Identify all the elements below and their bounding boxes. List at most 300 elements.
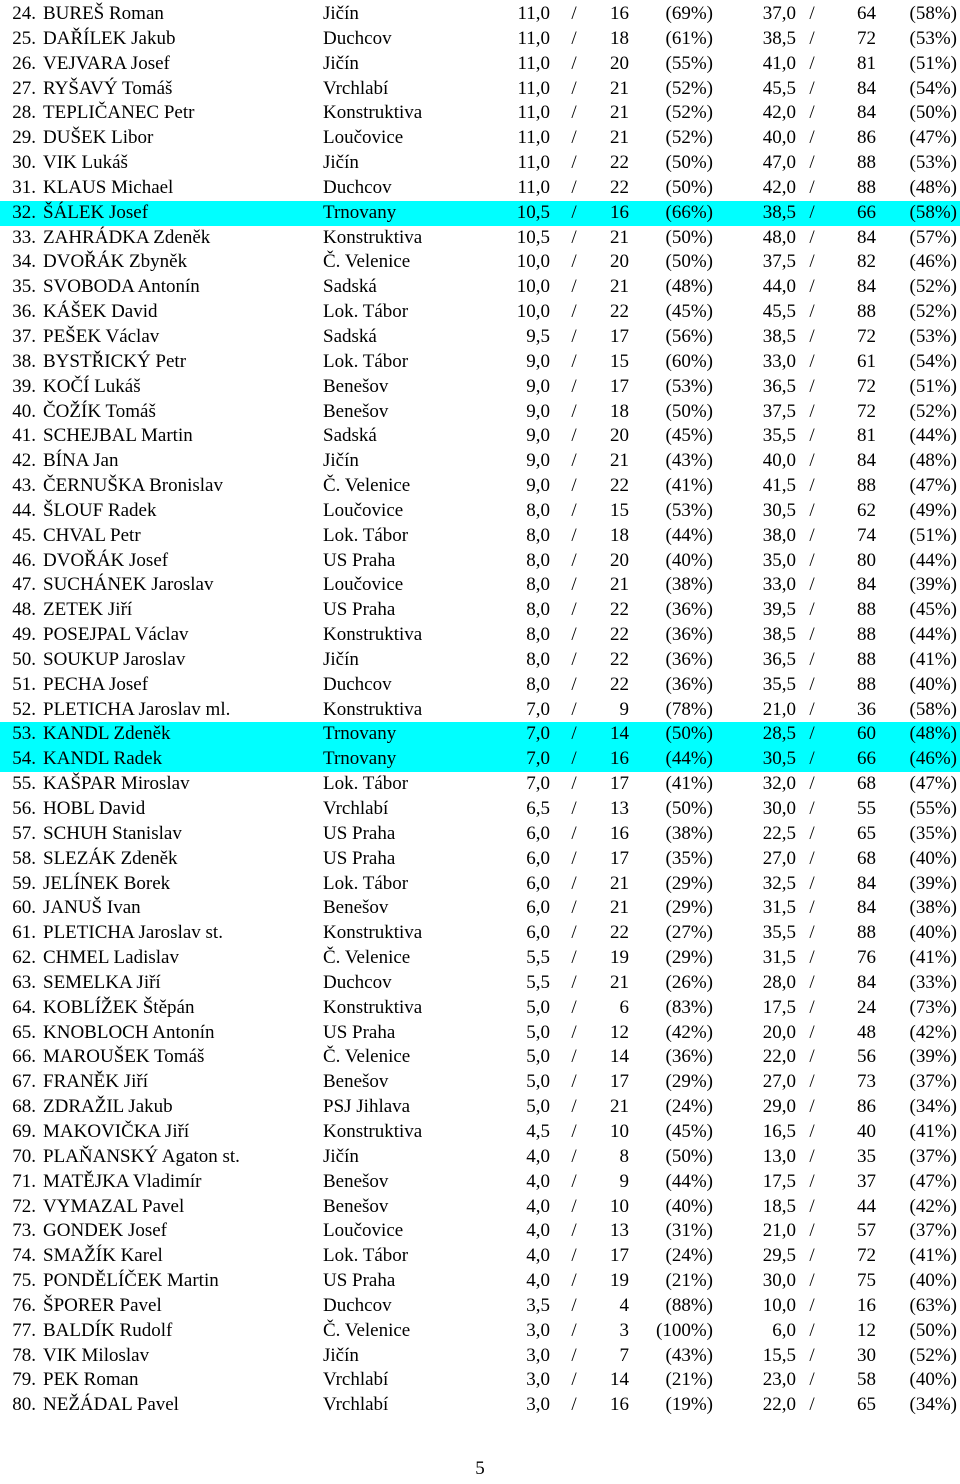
score2-cell: 23,0 [762, 1369, 796, 1391]
games2-cell: 88 [857, 475, 876, 497]
player-name: NEŽÁDAL Pavel [43, 1394, 179, 1416]
games1-cell: 14 [610, 1046, 629, 1068]
games2-cell: 75 [857, 1270, 876, 1292]
score2-cell: 21,0 [762, 698, 796, 720]
games2-cell: 72 [857, 400, 876, 422]
games2-cell: 24 [857, 996, 876, 1018]
player-name: DVOŘÁK Zbyněk [43, 251, 188, 273]
score2-cell: 29,0 [762, 1096, 796, 1118]
separator: / [809, 1096, 815, 1118]
separator: / [809, 251, 815, 273]
club-name: Č. Velenice [323, 1319, 411, 1341]
separator: / [809, 922, 815, 944]
percent2-cell: (47%) [909, 1170, 957, 1192]
games2-cell: 84 [857, 77, 876, 99]
table-row [0, 921, 960, 946]
percent1-cell: (41%) [665, 475, 713, 497]
games2-cell: 81 [857, 52, 876, 74]
games2-cell: 40 [857, 1120, 876, 1142]
games2-cell: 88 [857, 673, 876, 695]
games1-cell: 4 [619, 1294, 629, 1316]
score2-cell: 37,5 [762, 251, 796, 273]
percent1-cell: (50%) [665, 176, 713, 198]
score1-cell: 5,0 [526, 1096, 550, 1118]
games1-cell: 20 [610, 251, 629, 273]
separator: / [571, 773, 577, 795]
games2-cell: 84 [857, 450, 876, 472]
games1-cell: 21 [610, 276, 629, 298]
percent2-cell: (52%) [909, 1344, 957, 1366]
percent2-cell: (41%) [909, 1120, 957, 1142]
percent1-cell: (24%) [665, 1096, 713, 1118]
separator: / [809, 1294, 815, 1316]
separator: / [809, 276, 815, 298]
games2-cell: 86 [857, 127, 876, 149]
score1-cell: 4,0 [526, 1245, 550, 1267]
percent2-cell: (73%) [909, 996, 957, 1018]
rank-cell: 59. [12, 872, 36, 894]
club-name: Lok. Tábor [323, 773, 409, 795]
rank-cell: 73. [12, 1220, 36, 1242]
rank-cell: 80. [12, 1394, 36, 1416]
games2-cell: 82 [857, 251, 876, 273]
player-name: ČERNUŠKA Bronislav [43, 475, 223, 497]
club-name: Č. Velenice [323, 1046, 411, 1068]
rank-cell: 38. [12, 350, 36, 372]
separator: / [809, 1220, 815, 1242]
separator: / [571, 698, 577, 720]
games2-cell: 56 [857, 1046, 876, 1068]
table-row [0, 499, 960, 524]
separator: / [809, 1369, 815, 1391]
club-name: Vrchlabí [323, 77, 389, 99]
club-name: Loučovice [323, 499, 404, 521]
score2-cell: 20,0 [762, 1021, 796, 1043]
rank-cell: 28. [12, 102, 36, 124]
percent2-cell: (47%) [909, 127, 957, 149]
rank-cell: 27. [12, 77, 36, 99]
games2-cell: 84 [857, 276, 876, 298]
separator: / [571, 524, 577, 546]
score2-cell: 44,0 [762, 276, 796, 298]
games1-cell: 17 [610, 1071, 629, 1093]
rank-cell: 47. [12, 574, 36, 596]
score1-cell: 4,5 [526, 1120, 550, 1142]
player-name: KNOBLOCH Antonín [43, 1021, 215, 1043]
percent1-cell: (55%) [665, 52, 713, 74]
score2-cell: 35,0 [762, 549, 796, 571]
club-name: Duchcov [323, 673, 392, 695]
percent2-cell: (50%) [909, 1319, 957, 1341]
table-row [0, 474, 960, 499]
score1-cell: 5,5 [526, 947, 550, 969]
games1-cell: 21 [610, 127, 629, 149]
table-row [0, 1368, 960, 1393]
separator: / [571, 872, 577, 894]
percent2-cell: (54%) [909, 77, 957, 99]
table-row [0, 1021, 960, 1046]
table-row [0, 325, 960, 350]
table-row [0, 648, 960, 673]
rank-cell: 43. [12, 475, 36, 497]
table-row [0, 275, 960, 300]
games1-cell: 22 [610, 475, 629, 497]
separator: / [809, 673, 815, 695]
score2-cell: 42,0 [762, 102, 796, 124]
percent1-cell: (56%) [665, 325, 713, 347]
score2-cell: 35,5 [762, 425, 796, 447]
rank-cell: 32. [12, 201, 36, 223]
player-name: ŠÁLEK Josef [43, 201, 149, 223]
games2-cell: 86 [857, 1096, 876, 1118]
separator: / [571, 996, 577, 1018]
percent2-cell: (40%) [909, 847, 957, 869]
percent1-cell: (44%) [665, 748, 713, 770]
percent1-cell: (29%) [665, 872, 713, 894]
score1-cell: 10,0 [516, 301, 550, 323]
table-row-highlighted [0, 747, 960, 772]
table-row [0, 573, 960, 598]
player-name: SMAŽÍK Karel [43, 1245, 163, 1267]
score2-cell: 28,0 [762, 971, 796, 993]
separator: / [571, 301, 577, 323]
games1-cell: 21 [610, 574, 629, 596]
games1-cell: 22 [610, 301, 629, 323]
games1-cell: 8 [619, 1145, 629, 1167]
percent1-cell: (36%) [665, 673, 713, 695]
score2-cell: 45,5 [762, 77, 796, 99]
separator: / [809, 798, 815, 819]
player-name: HOBL David [43, 798, 146, 819]
player-name: FRANĚK Jiří [43, 1071, 149, 1093]
score1-cell: 9,0 [526, 475, 550, 497]
percent1-cell: (29%) [665, 1071, 713, 1093]
table-row [0, 1319, 960, 1344]
score1-cell: 11,0 [517, 127, 550, 149]
percent2-cell: (38%) [909, 897, 957, 919]
percent1-cell: (78%) [665, 698, 713, 720]
percent2-cell: (53%) [909, 152, 957, 174]
table-row [0, 673, 960, 698]
table-row [0, 101, 960, 126]
percent2-cell: (47%) [909, 475, 957, 497]
separator: / [809, 152, 815, 174]
table-row [0, 1393, 960, 1418]
percent1-cell: (45%) [665, 425, 713, 447]
club-name: Jičín [323, 3, 359, 24]
games2-cell: 60 [857, 723, 876, 745]
player-name: PEK Roman [43, 1369, 139, 1391]
games2-cell: 88 [857, 301, 876, 323]
separator: / [809, 847, 815, 869]
percent1-cell: (35%) [665, 847, 713, 869]
club-name: Trnovany [323, 723, 397, 745]
separator: / [809, 748, 815, 770]
rank-cell: 67. [12, 1071, 36, 1093]
table-row [0, 1219, 960, 1244]
percent2-cell: (40%) [909, 922, 957, 944]
separator: / [571, 425, 577, 447]
rank-cell: 25. [12, 27, 36, 49]
club-name: US Praha [323, 847, 396, 869]
score2-cell: 30,0 [762, 1270, 796, 1292]
games1-cell: 16 [610, 201, 629, 223]
score1-cell: 4,0 [526, 1170, 550, 1192]
separator: / [571, 499, 577, 521]
rank-cell: 74. [12, 1245, 36, 1267]
separator: / [809, 1046, 815, 1068]
table-row [0, 1045, 960, 1070]
percent1-cell: (88%) [665, 1294, 713, 1316]
score2-cell: 36,5 [762, 648, 796, 670]
games2-cell: 72 [857, 375, 876, 397]
separator: / [571, 1369, 577, 1391]
separator: / [571, 1394, 577, 1416]
percent2-cell: (39%) [909, 1046, 957, 1068]
separator: / [571, 1245, 577, 1267]
separator: / [809, 77, 815, 99]
score1-cell: 3,0 [526, 1369, 550, 1391]
score2-cell: 33,0 [762, 574, 796, 596]
rank-cell: 50. [12, 648, 36, 670]
player-name: KOČÍ Lukáš [43, 375, 141, 397]
games2-cell: 30 [857, 1344, 876, 1366]
percent1-cell: (21%) [665, 1369, 713, 1391]
table-row [0, 896, 960, 921]
club-name: Sadská [323, 425, 377, 447]
games1-cell: 21 [610, 77, 629, 99]
table-row [0, 847, 960, 872]
games1-cell: 20 [610, 425, 629, 447]
percent1-cell: (36%) [665, 624, 713, 646]
separator: / [809, 599, 815, 621]
separator: / [571, 624, 577, 646]
percent2-cell: (48%) [909, 450, 957, 472]
table-row [0, 126, 960, 151]
club-name: Benešov [323, 1170, 389, 1192]
games1-cell: 18 [610, 27, 629, 49]
player-name: ŠPORER Pavel [43, 1294, 162, 1316]
separator: / [809, 971, 815, 993]
percent2-cell: (37%) [909, 1071, 957, 1093]
games1-cell: 22 [610, 176, 629, 198]
score1-cell: 6,0 [526, 872, 550, 894]
club-name: Jičín [323, 648, 359, 670]
games1-cell: 13 [610, 1220, 629, 1242]
percent1-cell: (50%) [665, 251, 713, 273]
separator: / [571, 350, 577, 372]
player-name: SCHEJBAL Martin [43, 425, 193, 447]
percent1-cell: (43%) [665, 1344, 713, 1366]
rank-cell: 30. [12, 152, 36, 174]
score2-cell: 10,0 [762, 1294, 796, 1316]
games2-cell: 68 [857, 773, 876, 795]
score2-cell: 45,5 [762, 301, 796, 323]
games1-cell: 21 [610, 102, 629, 124]
percent2-cell: (52%) [909, 301, 957, 323]
club-name: Benešov [323, 400, 389, 422]
player-name: JELÍNEK Borek [43, 872, 171, 894]
score1-cell: 10,5 [516, 201, 550, 223]
separator: / [809, 226, 815, 248]
games1-cell: 21 [610, 1096, 629, 1118]
rank-cell: 29. [12, 127, 36, 149]
club-name: Jičín [323, 450, 359, 472]
percent2-cell: (52%) [909, 400, 957, 422]
score2-cell: 33,0 [762, 350, 796, 372]
club-name: Trnovany [323, 201, 397, 223]
table-row-highlighted [0, 201, 960, 226]
score2-cell: 35,5 [762, 673, 796, 695]
table-row [0, 549, 960, 574]
games1-cell: 17 [610, 375, 629, 397]
games2-cell: 88 [857, 176, 876, 198]
separator: / [809, 400, 815, 422]
percent1-cell: (36%) [665, 599, 713, 621]
rank-cell: 55. [12, 773, 36, 795]
club-name: Duchcov [323, 1294, 392, 1316]
separator: / [809, 325, 815, 347]
separator: / [809, 574, 815, 596]
table-row [0, 250, 960, 275]
score1-cell: 9,0 [526, 400, 550, 422]
table-row [0, 1294, 960, 1319]
separator: / [809, 648, 815, 670]
score2-cell: 29,5 [762, 1245, 796, 1267]
rank-cell: 69. [12, 1120, 36, 1142]
club-name: Lok. Tábor [323, 1245, 409, 1267]
percent2-cell: (37%) [909, 1220, 957, 1242]
club-name: Vrchlabí [323, 1369, 389, 1391]
score2-cell: 22,0 [762, 1046, 796, 1068]
score1-cell: 11,0 [517, 152, 550, 174]
score1-cell: 4,0 [526, 1195, 550, 1217]
separator: / [571, 1071, 577, 1093]
games1-cell: 13 [610, 798, 629, 819]
club-name: Jičín [323, 52, 359, 74]
separator: / [571, 1319, 577, 1341]
games1-cell: 22 [610, 648, 629, 670]
rank-cell: 54. [12, 748, 36, 770]
games1-cell: 21 [610, 897, 629, 919]
score2-cell: 6,0 [772, 1319, 796, 1341]
games2-cell: 58 [857, 1369, 876, 1391]
games1-cell: 17 [610, 1245, 629, 1267]
player-name: VEJVARA Josef [43, 52, 170, 74]
player-name: ZAHRÁDKA Zdeněk [43, 226, 211, 248]
score1-cell: 4,0 [526, 1220, 550, 1242]
club-name: Sadská [323, 276, 377, 298]
rank-cell: 33. [12, 226, 36, 248]
player-name: KANDL Zdeněk [43, 723, 171, 745]
table-row [0, 598, 960, 623]
percent2-cell: (53%) [909, 325, 957, 347]
club-name: Loučovice [323, 1220, 404, 1242]
table-row [0, 1269, 960, 1294]
table-row [0, 623, 960, 648]
separator: / [571, 375, 577, 397]
player-name: JANUŠ Ivan [43, 897, 141, 919]
percent2-cell: (41%) [909, 947, 957, 969]
rank-cell: 78. [12, 1344, 36, 1366]
percent1-cell: (60%) [665, 350, 713, 372]
table-row-highlighted [0, 722, 960, 747]
score1-cell: 8,0 [526, 624, 550, 646]
player-name: VIK Miloslav [43, 1344, 150, 1366]
games2-cell: 44 [857, 1195, 876, 1217]
score1-cell: 5,0 [526, 996, 550, 1018]
rank-cell: 62. [12, 947, 36, 969]
score2-cell: 13,0 [762, 1145, 796, 1167]
table-row [0, 1195, 960, 1220]
games1-cell: 22 [610, 922, 629, 944]
score2-cell: 31,5 [762, 897, 796, 919]
club-name: Trnovany [323, 748, 397, 770]
club-name: Duchcov [323, 27, 392, 49]
percent1-cell: (29%) [665, 947, 713, 969]
separator: / [571, 276, 577, 298]
separator: / [809, 425, 815, 447]
rank-cell: 77. [12, 1319, 36, 1341]
percent2-cell: (41%) [909, 648, 957, 670]
club-name: Lok. Tábor [323, 350, 409, 372]
rank-cell: 79. [12, 1369, 36, 1391]
score2-cell: 37,0 [762, 3, 796, 24]
separator: / [809, 698, 815, 720]
games2-cell: 57 [857, 1220, 876, 1242]
percent1-cell: (53%) [665, 375, 713, 397]
games1-cell: 15 [610, 350, 629, 372]
table-row [0, 971, 960, 996]
separator: / [809, 1170, 815, 1192]
rank-cell: 76. [12, 1294, 36, 1316]
table-row [0, 2, 960, 27]
separator: / [809, 947, 815, 969]
separator: / [809, 1270, 815, 1292]
separator: / [571, 574, 577, 596]
percent2-cell: (44%) [909, 624, 957, 646]
percent1-cell: (50%) [665, 226, 713, 248]
table-row [0, 1244, 960, 1269]
club-name: Duchcov [323, 971, 392, 993]
score1-cell: 11,0 [517, 27, 550, 49]
club-name: Vrchlabí [323, 798, 389, 819]
percent2-cell: (55%) [909, 798, 957, 819]
percent2-cell: (48%) [909, 176, 957, 198]
rank-cell: 46. [12, 549, 36, 571]
percent2-cell: (57%) [909, 226, 957, 248]
separator: / [571, 648, 577, 670]
club-name: Konstruktiva [323, 1120, 423, 1142]
separator: / [571, 102, 577, 124]
score2-cell: 17,5 [762, 996, 796, 1018]
club-name: Loučovice [323, 574, 404, 596]
player-name: ZDRAŽIL Jakub [43, 1096, 173, 1118]
player-name: BÍNA Jan [43, 450, 119, 472]
separator: / [571, 1220, 577, 1242]
separator: / [571, 1021, 577, 1043]
games1-cell: 18 [610, 524, 629, 546]
separator: / [571, 1170, 577, 1192]
player-name: RYŠAVÝ Tomáš [43, 77, 173, 99]
score2-cell: 40,0 [762, 450, 796, 472]
player-name: CHMEL Ladislav [43, 947, 179, 969]
table-row [0, 946, 960, 971]
percent2-cell: (42%) [909, 1021, 957, 1043]
games2-cell: 80 [857, 549, 876, 571]
score1-cell: 7,0 [526, 773, 550, 795]
table-row [0, 1120, 960, 1145]
